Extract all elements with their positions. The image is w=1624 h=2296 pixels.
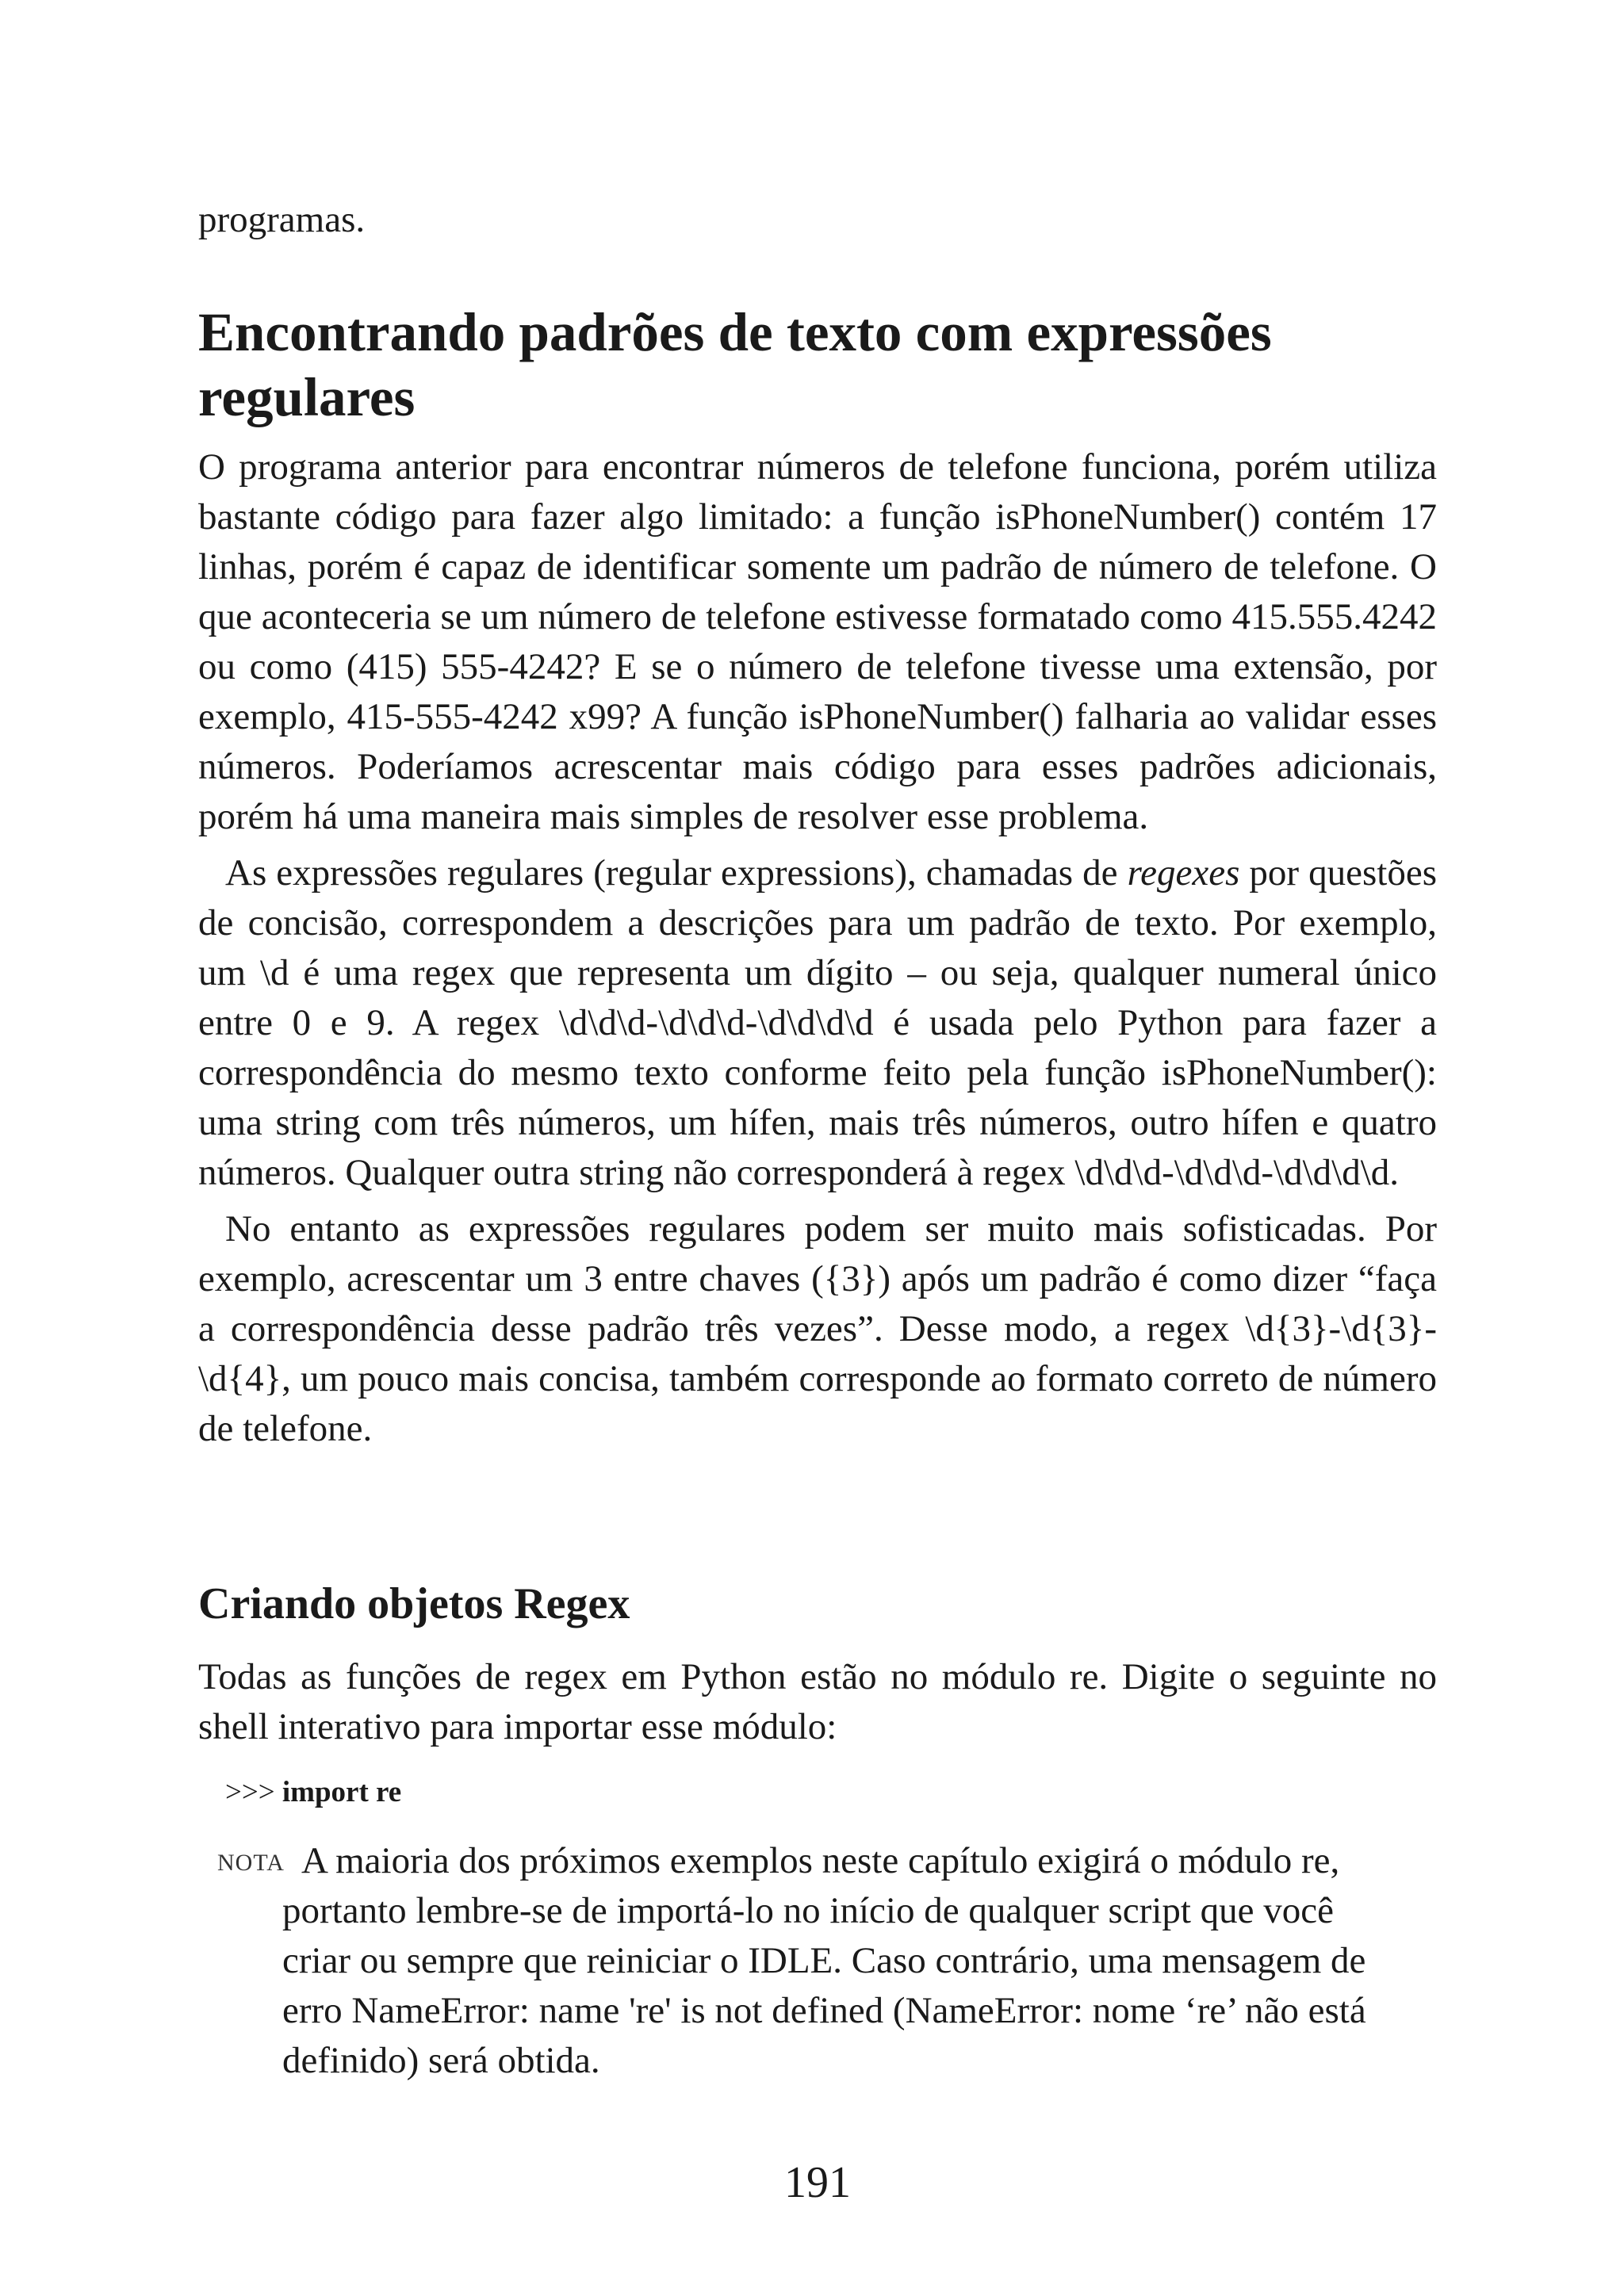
carryover-text: programas. (198, 199, 366, 240)
shell-prompt: >>> (225, 1776, 282, 1808)
paragraph-intro: O programa anterior para encontrar números de telefone funciona, porém utiliza bastante código para fazer algo limitado: a função isPhoneNumber() contém 17 linhas, porém é capaz de identificar somente um padrão de número de telefone. O que aconteceria se um número de telefone estivesse formatado como 415.555.4242 ou como (415) 555-4242? E se o número de telefone tivesse uma extensão, por exemplo, 415-555-4242 x99? A função isPhoneNumber() falharia ao validar esses números. Poderíamos acrescentar mais código para esses padrões adicionais, porém há uma maneira mais simples de resolver esse problema. (198, 446, 1437, 837)
subsection-title: Criando objetos Regex (198, 1579, 630, 1628)
regex-emphasis: regexes (1127, 852, 1240, 894)
section-title: Encontrando padrões de texto com expressões regulares (198, 302, 1272, 427)
regex-text-after: por questões de concisão, correspondem a descrições para um padrão de texto. Por exemplo, um \d é uma regex que representa um dígito – ou seja, qualquer numeral único entre 0 e 9. A regex \d\d\d-\d\d\d-\d\d\d\d é usada pelo Python para fazer a correspondência do mesmo texto conforme feito pela função isPhoneNumber(): uma string com três números, um hífen, mais três números, outro hífen e quatro números. Qualquer outra string não corresponderá à regex \d\d\d-\d\d\d-\d\d\d\d. (198, 852, 1437, 1193)
section-body (198, 442, 1437, 1454)
page-number: 191 (784, 2158, 851, 2207)
shell-command: import re (282, 1776, 402, 1808)
note-label: NOTA (217, 1850, 285, 1876)
regex-text-before: As expressões regulares (regular expressions), chamadas de (225, 852, 1128, 894)
paragraph-quantifier: No entanto as expressões regulares podem ser muito mais sofisticadas. Por exemplo, acrescentar um 3 entre chaves ({3}) após um padrão é como dizer “faça a correspondência desse padrão três vezes”. Desse modo, a regex \d{3}-\d{3}-\d{4}, um pouco mais concisa, também corresponde ao formato correto de número de telefone. (198, 1208, 1437, 1449)
paragraph-regex-definition (198, 848, 1437, 1198)
note-box (217, 1836, 1407, 2086)
code-snippet (225, 1773, 401, 1812)
subsection-body (198, 1652, 1437, 1752)
paragraph-import-instructions: Todas as funções de regex em Python estão no módulo re. Digite o seguinte no shell interativo para importar esse módulo: (198, 1656, 1437, 1747)
note-text: A maioria dos próximos exemplos neste capítulo exigirá o módulo re, portanto lembre-se de importá-lo no início de qualquer script que você criar ou sempre que reiniciar o IDLE. Caso contrário, uma mensagem de erro NameError: name 're' is not defined (NameError: nome ‘re’ não está definido) será obtida. (282, 1840, 1366, 2081)
